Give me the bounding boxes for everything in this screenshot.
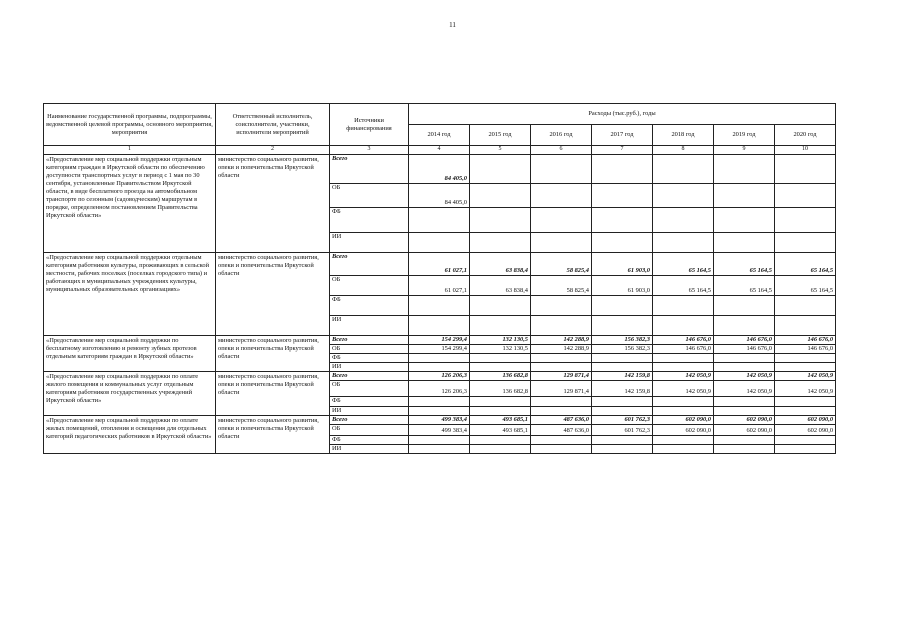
measure-name: «Предоставление мер социальной поддержки по оплате жилых помещений, отопления и освещения для отдельных категорий педагогических работников в Иркутской области» [44, 415, 216, 453]
expense-value-2018 [653, 315, 714, 335]
funding-source: ФБ [330, 435, 409, 444]
measure-name: «Предоставление мер социальной поддержки по оплате жилого помещения и коммунальных услуг отдельным категориям работников государственных учреждений Иркутской области» [44, 371, 216, 415]
expense-value-2016 [531, 315, 592, 335]
expense-value-2015: 493 685,1 [470, 415, 531, 424]
expense-value-2014: 126 206,3 [409, 371, 470, 380]
expense-value-2018: 142 050,9 [653, 380, 714, 396]
expense-value-2020: 146 676,0 [775, 335, 836, 344]
table-row [44, 252, 836, 275]
expense-value-2017: 156 382,3 [592, 344, 653, 353]
header-year-7: 2020 год [775, 125, 836, 146]
table-row [44, 415, 836, 424]
expense-value-2020 [775, 183, 836, 207]
expense-value-2020 [775, 396, 836, 406]
expense-value-2016 [531, 435, 592, 444]
header-col-number-6: 6 [531, 146, 592, 155]
expense-value-2016: 58 825,4 [531, 275, 592, 295]
expense-value-2018: 602 090,0 [653, 415, 714, 424]
funding-source: ИИ [330, 362, 409, 371]
expense-value-2019 [714, 353, 775, 362]
funding-source: ОБ [330, 183, 409, 207]
funding-source: Всего [330, 371, 409, 380]
expense-value-2014: 84 405,0 [409, 154, 470, 183]
funding-source: ФБ [330, 295, 409, 315]
expense-value-2019: 146 676,0 [714, 335, 775, 344]
expense-value-2015 [470, 353, 531, 362]
expense-value-2014: 499 383,4 [409, 424, 470, 435]
expense-value-2016 [531, 232, 592, 252]
expense-value-2015 [470, 232, 531, 252]
expense-value-2019: 142 050,9 [714, 380, 775, 396]
expense-value-2015: 132 130,5 [470, 335, 531, 344]
expense-value-2015 [470, 444, 531, 453]
expense-value-2015 [470, 295, 531, 315]
expense-value-2018 [653, 183, 714, 207]
funding-source: ФБ [330, 207, 409, 232]
budget-table [43, 103, 836, 454]
funding-source: Всего [330, 154, 409, 183]
header-year-1: 2014 год [409, 125, 470, 146]
expense-value-2017 [592, 315, 653, 335]
expense-value-2019: 602 090,0 [714, 424, 775, 435]
table-row [44, 371, 836, 380]
measure-name: «Предоставление мер социальной поддержки по бесплатному изготовлению и ремонту зубных протезов отдельным категориям граждан в Иркутской области» [44, 335, 216, 371]
expense-value-2018: 65 164,5 [653, 252, 714, 275]
header-year-4: 2017 год [592, 125, 653, 146]
expense-value-2016 [531, 362, 592, 371]
expense-value-2019: 142 050,9 [714, 371, 775, 380]
expense-value-2019 [714, 154, 775, 183]
expense-value-2019 [714, 362, 775, 371]
expense-value-2015 [470, 315, 531, 335]
expense-value-2015: 136 682,8 [470, 371, 531, 380]
measure-executor: министерство социального развития, опеки и попечительства Иркутской области [216, 335, 330, 371]
expense-value-2016: 142 288,9 [531, 344, 592, 353]
header-col-number-5: 5 [470, 146, 531, 155]
expense-value-2015 [470, 435, 531, 444]
expense-value-2018 [653, 406, 714, 415]
expense-value-2020: 602 090,0 [775, 424, 836, 435]
header-col-number-7: 7 [592, 146, 653, 155]
header-col-number-1: 1 [44, 146, 216, 155]
expense-value-2016 [531, 207, 592, 232]
expense-value-2019 [714, 232, 775, 252]
expense-value-2014: 126 206,3 [409, 380, 470, 396]
header-year-3: 2016 год [531, 125, 592, 146]
measure-name: «Предоставление мер социальной поддержки отдельным категориям работников культуры, проживающих в сельской местности, рабочих поселках (поселках городского типа) и работающих в муниципальных учреждениях культуры, муниципальных образовательных организациях» [44, 252, 216, 335]
budget-table-wrapper [43, 103, 835, 454]
expense-value-2020 [775, 232, 836, 252]
expense-value-2017: 61 903,0 [592, 252, 653, 275]
expense-value-2019 [714, 396, 775, 406]
expense-value-2015 [470, 406, 531, 415]
expense-value-2015 [470, 183, 531, 207]
expense-value-2014 [409, 396, 470, 406]
expense-value-2020 [775, 154, 836, 183]
header-year-5: 2018 год [653, 125, 714, 146]
expense-value-2018: 602 090,0 [653, 424, 714, 435]
expense-value-2018 [653, 435, 714, 444]
expense-value-2018 [653, 295, 714, 315]
expense-value-2020 [775, 315, 836, 335]
expense-value-2017: 156 382,3 [592, 335, 653, 344]
expense-value-2020 [775, 406, 836, 415]
measure-executor: министерство социального развития, опеки и попечительства Иркутской области [216, 154, 330, 252]
expense-value-2020 [775, 444, 836, 453]
expense-value-2019 [714, 183, 775, 207]
expense-value-2015 [470, 154, 531, 183]
measure-executor: министерство социального развития, опеки и попечительства Иркутской области [216, 252, 330, 335]
funding-source: ОБ [330, 380, 409, 396]
expense-value-2014 [409, 207, 470, 232]
expense-value-2020: 146 676,0 [775, 344, 836, 353]
expense-value-2015: 132 130,5 [470, 344, 531, 353]
expense-value-2016 [531, 353, 592, 362]
expense-value-2017 [592, 406, 653, 415]
funding-source: ИИ [330, 444, 409, 453]
expense-value-2015 [470, 362, 531, 371]
header-col-number-2: 2 [216, 146, 330, 155]
table-body [44, 154, 836, 453]
expense-value-2017 [592, 353, 653, 362]
header-executor: Ответственный исполнитель, соисполнители, участники, исполнители мероприятий [216, 104, 330, 146]
header-year-6: 2019 год [714, 125, 775, 146]
expense-value-2019 [714, 406, 775, 415]
page-number: 11 [449, 21, 456, 29]
expense-value-2017 [592, 396, 653, 406]
expense-value-2017 [592, 232, 653, 252]
expense-value-2014: 154 299,4 [409, 344, 470, 353]
expense-value-2019: 602 090,0 [714, 415, 775, 424]
expense-value-2018: 65 164,5 [653, 275, 714, 295]
funding-source: Всего [330, 415, 409, 424]
expense-value-2020: 65 164,5 [775, 275, 836, 295]
expense-value-2020 [775, 207, 836, 232]
expense-value-2016: 142 288,9 [531, 335, 592, 344]
expense-value-2016 [531, 295, 592, 315]
expense-value-2020 [775, 353, 836, 362]
expense-value-2017 [592, 362, 653, 371]
table-row [44, 335, 836, 344]
funding-source: ОБ [330, 344, 409, 353]
header-name: Наименование государственной программы, подпрограммы, ведомственной целевой программы, основного мероприятия, мероприятия [44, 104, 216, 146]
expense-value-2018: 146 676,0 [653, 335, 714, 344]
header-numbers-row [44, 146, 836, 155]
funding-source: ИИ [330, 406, 409, 415]
expense-value-2019 [714, 295, 775, 315]
header-col-number-9: 9 [714, 146, 775, 155]
expense-value-2017 [592, 435, 653, 444]
expense-value-2019 [714, 207, 775, 232]
expense-value-2020: 142 050,9 [775, 380, 836, 396]
funding-source: ОБ [330, 424, 409, 435]
header-col-number-4: 4 [409, 146, 470, 155]
expense-value-2018 [653, 232, 714, 252]
expense-value-2016: 129 871,4 [531, 380, 592, 396]
expense-value-2015: 63 838,4 [470, 275, 531, 295]
header-year-2: 2015 год [470, 125, 531, 146]
measure-executor: министерство социального развития, опеки и попечительства Иркутской области [216, 415, 330, 453]
expense-value-2016: 487 636,0 [531, 424, 592, 435]
expense-value-2014 [409, 315, 470, 335]
expense-value-2014: 154 299,4 [409, 335, 470, 344]
funding-source: Всего [330, 335, 409, 344]
expense-value-2020: 142 050,9 [775, 371, 836, 380]
funding-source: ФБ [330, 396, 409, 406]
expense-value-2016 [531, 444, 592, 453]
funding-source: ИИ [330, 315, 409, 335]
measure-executor: министерство социального развития, опеки и попечительства Иркутской области [216, 371, 330, 415]
expense-value-2016 [531, 406, 592, 415]
header-source: Источники финансирования [330, 104, 409, 146]
expense-value-2020: 65 164,5 [775, 252, 836, 275]
expense-value-2015: 136 682,8 [470, 380, 531, 396]
expense-value-2019 [714, 435, 775, 444]
expense-value-2020 [775, 435, 836, 444]
expense-value-2015: 63 838,4 [470, 252, 531, 275]
expense-value-2014 [409, 362, 470, 371]
expense-value-2018: 146 676,0 [653, 344, 714, 353]
expense-value-2017: 142 159,8 [592, 371, 653, 380]
expense-value-2016: 487 636,0 [531, 415, 592, 424]
expense-value-2018: 142 050,9 [653, 371, 714, 380]
funding-source: ФБ [330, 353, 409, 362]
expense-value-2017 [592, 183, 653, 207]
expense-value-2016 [531, 154, 592, 183]
expense-value-2017: 142 159,8 [592, 380, 653, 396]
header-col-number-3: 3 [330, 146, 409, 155]
expense-value-2018 [653, 154, 714, 183]
expense-value-2018 [653, 362, 714, 371]
expense-value-2014: 61 027,1 [409, 275, 470, 295]
expense-value-2014: 84 405,0 [409, 183, 470, 207]
expense-value-2015: 493 685,1 [470, 424, 531, 435]
expense-value-2018 [653, 353, 714, 362]
expense-value-2016 [531, 183, 592, 207]
expense-value-2019 [714, 444, 775, 453]
expense-value-2019: 65 164,5 [714, 275, 775, 295]
expense-value-2014 [409, 435, 470, 444]
expense-value-2019 [714, 315, 775, 335]
expense-value-2015 [470, 207, 531, 232]
expense-value-2017: 601 762,3 [592, 424, 653, 435]
header-col-number-10: 10 [775, 146, 836, 155]
expense-value-2014 [409, 353, 470, 362]
expense-value-2017: 61 903,0 [592, 275, 653, 295]
funding-source: ИИ [330, 232, 409, 252]
expense-value-2017 [592, 444, 653, 453]
table-row [44, 154, 836, 183]
expense-value-2014 [409, 444, 470, 453]
expense-value-2020 [775, 295, 836, 315]
expense-value-2014: 499 383,4 [409, 415, 470, 424]
expense-value-2019: 65 164,5 [714, 252, 775, 275]
expense-value-2017 [592, 207, 653, 232]
expense-value-2014 [409, 406, 470, 415]
expense-value-2018 [653, 396, 714, 406]
expense-value-2016: 58 825,4 [531, 252, 592, 275]
expense-value-2014: 61 027,1 [409, 252, 470, 275]
header-col-number-8: 8 [653, 146, 714, 155]
expense-value-2017 [592, 295, 653, 315]
expense-value-2018 [653, 444, 714, 453]
funding-source: Всего [330, 252, 409, 275]
funding-source: ОБ [330, 275, 409, 295]
expense-value-2019: 146 676,0 [714, 344, 775, 353]
expense-value-2014 [409, 295, 470, 315]
expense-value-2015 [470, 396, 531, 406]
expense-value-2016 [531, 396, 592, 406]
expense-value-2017 [592, 154, 653, 183]
expense-value-2014 [409, 232, 470, 252]
expense-value-2020: 602 090,0 [775, 415, 836, 424]
table-header [44, 104, 836, 155]
expense-value-2018 [653, 207, 714, 232]
measure-name: «Предоставление мер социальной поддержки отдельным категориям граждан в Иркутской области по обеспечению доступности транспортных услуг в период с 1 мая по 30 сентября, установленные Правительством Иркутской области, в виде бесплатного проезда на автомобильном транспорте по сезонным (садоводческим) маршрутам в порядке, определенном постановлением Правительства Иркутской области» [44, 154, 216, 252]
expense-value-2016: 129 871,4 [531, 371, 592, 380]
header-expenses: Расходы (тыс.руб.), годы [409, 104, 836, 125]
expense-value-2017: 601 762,3 [592, 415, 653, 424]
expense-value-2020 [775, 362, 836, 371]
